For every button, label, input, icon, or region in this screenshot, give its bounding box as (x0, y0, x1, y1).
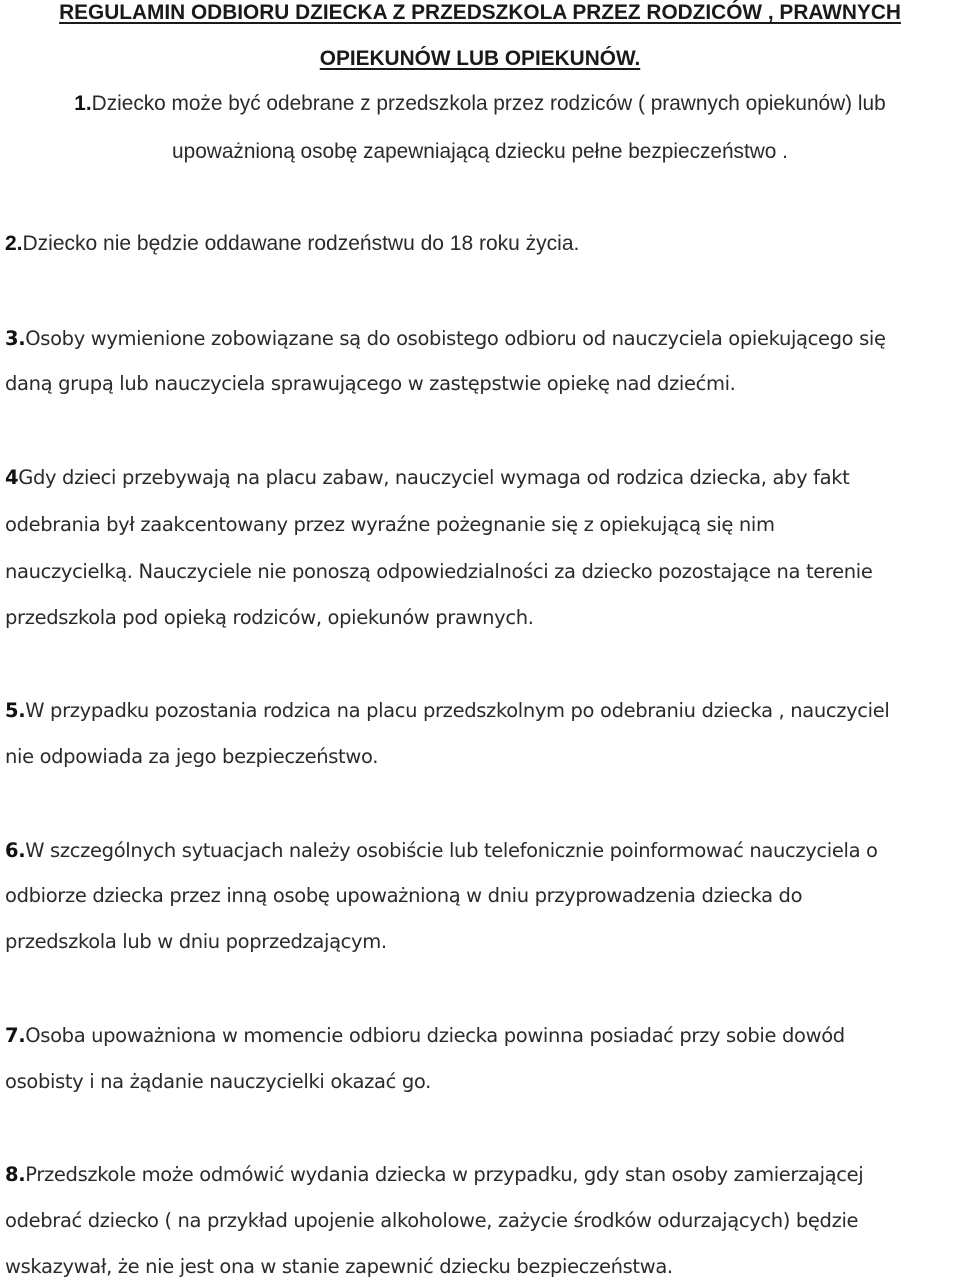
rule-text: przedszkola pod opieką rodziców, opiekunów prawnych. (5, 606, 534, 629)
rule-item-8-line-2 (5, 1209, 858, 1232)
rule-number: 1. (74, 92, 92, 115)
rule-text: odbiorze dziecka przez inną osobę upoważnioną w dniu przyprowadzenia dziecka do (5, 884, 803, 907)
rule-item-2-line-1 (5, 232, 579, 256)
rule-item-5-line-2 (5, 745, 378, 768)
rule-item-4-line-1 (5, 466, 849, 489)
rule-text: nauczycielką. Nauczyciele nie ponoszą odpowiedzialności za dziecko pozostające na terenie (5, 560, 873, 583)
rule-text: odebrania był zaakcentowany przez wyraźne pożegnanie się z opiekującą się nim (5, 513, 775, 536)
rule-number: 3. (5, 327, 26, 350)
rule-number: 6. (5, 839, 26, 862)
rule-number: 7. (5, 1024, 26, 1047)
rule-item-8-line-3 (5, 1255, 673, 1278)
rule-text: Gdy dzieci przebywają na placu zabaw, nauczyciel wymaga od rodzica dziecka, aby fakt (18, 466, 850, 489)
rule-item-1-line-2 (4, 140, 956, 164)
rule-item-6-line-2 (5, 884, 802, 907)
rule-text: daną grupą lub nauczyciela sprawującego w zastępstwie opiekę nad dziećmi. (5, 372, 736, 395)
rule-item-6-line-3 (5, 930, 387, 953)
rule-text: wskazywał, że nie jest ona w stanie zapewnić dziecku bezpieczeństwa. (5, 1255, 673, 1278)
rule-item-4-line-4 (5, 606, 534, 629)
rule-number: 5. (5, 699, 26, 722)
rule-text: przedszkola lub w dniu poprzedzającym. (5, 930, 387, 953)
rule-text: Dziecko może być odebrane z przedszkola przez rodziców ( prawnych opiekunów) lub (91, 92, 886, 115)
rule-text: Osoba upoważniona w momencie odbioru dziecka powinna posiadać przy sobie dowód (25, 1024, 845, 1047)
rule-text: upoważnioną osobę zapewniającą dziecku pełne bezpieczeństwo . (172, 140, 788, 163)
rule-item-4-line-3 (5, 560, 873, 583)
rule-item-5-line-1 (5, 699, 889, 722)
rule-item-4-line-2 (5, 513, 775, 536)
rule-text: Dziecko nie będzie oddawane rodzeństwu do 18 roku życia. (22, 232, 580, 255)
rule-number: 4 (5, 466, 19, 489)
rule-number: 8. (5, 1163, 26, 1186)
rule-text: Przedszkole może odmówić wydania dziecka w przypadku, gdy stan osoby zamierzającej (25, 1163, 864, 1186)
rule-text: nie odpowiada za jego bezpieczeństwo. (5, 745, 379, 768)
rule-text: osobisty i na żądanie nauczycielki okazać go. (5, 1070, 431, 1093)
rule-item-6-line-1 (5, 839, 878, 862)
rule-item-1-line-1 (4, 92, 956, 116)
rule-item-3-line-1 (5, 327, 886, 350)
rule-text: W szczególnych sytuacjach należy osobiście lub telefonicznie poinformować nauczyciela o (25, 839, 878, 862)
rule-item-3-line-2 (5, 372, 736, 395)
rule-number: 2. (5, 232, 23, 255)
rule-item-7-line-1 (5, 1024, 845, 1047)
document-title-line-1: REGULAMIN ODBIORU DZIECKA Z PRZEDSZKOLA PRZEZ RODZICÓW , PRAWNYCH (59, 1, 901, 24)
rule-text: W przypadku pozostania rodzica na placu przedszkolnym po odebraniu dziecka , nauczyciel (25, 699, 890, 722)
rule-item-7-line-2 (5, 1070, 431, 1093)
rule-item-8-line-1 (5, 1163, 863, 1186)
document-title-line-2: OPIEKUNÓW LUB OPIEKUNÓW. (319, 47, 641, 70)
rule-text: odebrać dziecko ( na przykład upojenie alkoholowe, zażycie środków odurzających) będzie (5, 1209, 859, 1232)
rule-text: Osoby wymienione zobowiązane są do osobistego odbioru od nauczyciela opiekującego się (25, 327, 886, 350)
